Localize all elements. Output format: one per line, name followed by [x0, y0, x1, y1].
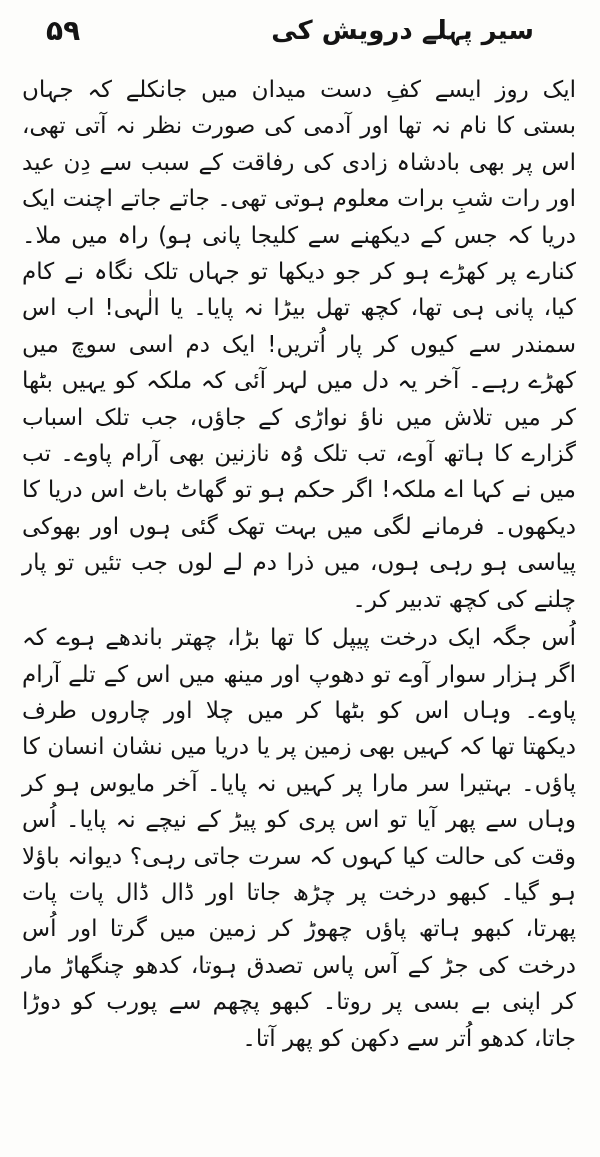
paragraph-1: ایک روز ایسے کفِ دست میدان میں جانکلے کہ جہاں بستی کا نام نہ تھا اور آدمی کی صورت نظر نہ آتی تھی، اس پر بھی بادشاہ زادی کی رفاقت کے سبب سے دِن عید اور رات شبِ برات معلوم ہوتی تھی۔ جاتے جاتے اچنت ایک دریا کہ جس کے دیکھنے سے کلیجا پانی ہو) راہ میں ملا۔ کنارے پر کھڑے ہو کر جو دیکھا تو جہاں تلک نگاہ نے کام کیا، پانی ہی تھا، کچھ تھل بیڑا نہ پایا۔ یا الٰہی! اب اس سمندر سے کیوں کر پار اُتریں! ایک دم اسی سوچ میں کھڑے رہے۔ آخر یہ دل میں لہر آئی کہ ملکہ کو یہیں بٹھا کر میں تلاش میں ناؤ نواڑی کے جاؤں، جب تلک اسباب گزارے کا ہاتھ آوے، تب تلک وُہ نازنین بھی آرام پاوے۔ تب میں نے کہا اے ملکہ! اگر حکم ہو تو گھاٹ باٹ اس دریا کا دیکھوں۔ فرمانے لگی میں بہت تھک گئی ہوں اور بھوکی پیاسی ہو رہی ہوں، میں ذرا دم لے لوں جب تئیں تو پار چلنے کی کچھ تدبیر کر۔ — [22, 77, 576, 613]
page-header — [22, 0, 576, 64]
page-number: ۵۹ — [46, 14, 81, 47]
running-title: سیر پہلے درویش کی — [271, 16, 534, 46]
paragraph-2: اُس جگہ ایک درخت پیپل کا تھا بڑا، چھتر باندھے ہوے کہ اگر ہزار سوار آوے تو دھوپ اور مینھ میں اس کے تلے آرام پاوے۔ وہاں اس کو بٹھا کر میں چلا اور چاروں طرف دیکھتا تھا کہ کہیں بھی زمین پر یا دریا میں نشان انسان کا پاؤں۔ بہتیرا سر مارا پر کہیں نہ پایا۔ آخر مایوس ہو کر وہاں سے پھر آیا تو اس پری کو پیڑ کے نیچے نہ پایا۔ اُس وقت کی حالت کیا کہوں کہ سرت جاتی رہی؟ دیوانہ باؤلا ہو گیا۔ کبھو درخت پر چڑھ جاتا اور ڈال ڈال پات پات پھرتا، کبھو ہاتھ پاؤں چھوڑ کر زمین میں گرتا اور اُس درخت کی جڑ کے آس پاس تصدق ہوتا، کدھو چنگھاڑ مار کر اپنی بے بسی پر روتا۔ کبھو پچھم سے پورب کو دوڑا جاتا، کدھو اُتر سے دکھن کو پھر آتا۔ — [22, 625, 576, 1052]
body-text — [22, 72, 576, 1057]
